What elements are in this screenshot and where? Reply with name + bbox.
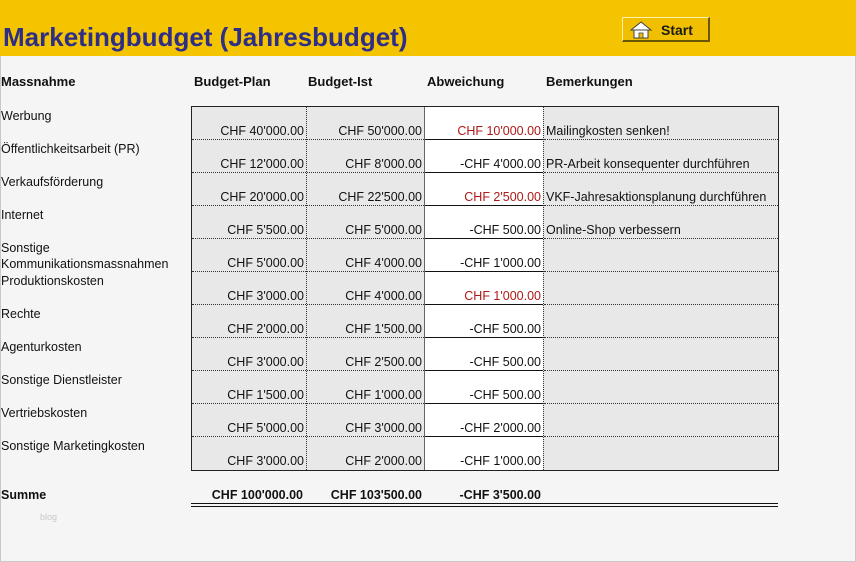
cell-budget-ist[interactable]: CHF 3'000.00	[307, 404, 424, 437]
cell-abweichung[interactable]: -CHF 1'000.00	[425, 437, 543, 470]
cell-budget-ist[interactable]: CHF 2'000.00	[345, 454, 422, 468]
row-label: Öffentlichkeitsarbeit (PR)	[1, 142, 140, 156]
header-banner	[0, 0, 856, 56]
cell-bemerkung[interactable]	[544, 305, 778, 338]
cell-bemerkung[interactable]	[544, 371, 778, 404]
cell-budget-ist[interactable]: CHF 4'000.00	[307, 272, 424, 305]
cell-abweichung[interactable]: -CHF 500.00	[425, 206, 543, 239]
cell-budget-plan[interactable]: CHF 20'000.00	[192, 173, 306, 206]
summary-budget-plan: CHF 100'000.00	[211, 488, 303, 502]
summary-label: Summe	[1, 488, 47, 502]
cell-budget-ist[interactable]: CHF 4'000.00	[307, 239, 424, 272]
summary-abweichung: -CHF 3'500.00	[459, 488, 541, 502]
cell-bemerkung[interactable]	[544, 338, 778, 371]
cell-budget-ist[interactable]: CHF 5'000.00	[307, 206, 424, 239]
cell-abweichung[interactable]: CHF 10'000.00	[425, 107, 543, 140]
summary-budget-ist: CHF 103'500.00	[330, 488, 422, 502]
cell-budget-ist[interactable]: CHF 1'000.00	[307, 371, 424, 404]
row-label: Produktionskosten	[1, 274, 104, 288]
budget-table	[191, 106, 779, 471]
cell-budget-plan[interactable]: CHF 5'500.00	[192, 206, 306, 239]
summary-underline	[191, 506, 778, 507]
cell-budget-plan[interactable]: CHF 2'000.00	[192, 305, 306, 338]
summary-underline	[191, 503, 778, 504]
row-label: Sonstige Marketingkosten	[1, 439, 145, 453]
start-button-label: Start	[661, 22, 693, 38]
cell-budget-plan[interactable]: CHF 5'000.00	[192, 239, 306, 272]
cell-budget-ist[interactable]: CHF 2'500.00	[307, 338, 424, 371]
cell-abweichung[interactable]: CHF 1'000.00	[425, 272, 543, 305]
cell-bemerkung[interactable]	[544, 437, 778, 470]
row-label: Agenturkosten	[1, 340, 82, 354]
cell-bemerkung[interactable]	[544, 404, 778, 437]
cell-bemerkung[interactable]	[544, 272, 778, 305]
cell-budget-plan[interactable]: CHF 5'000.00	[192, 404, 306, 437]
column-header-budget-plan: Budget-Plan	[194, 74, 271, 89]
row-label: Vertriebskosten	[1, 406, 88, 420]
row-label: Sonstige Dienstleister	[1, 373, 122, 387]
page-title: Marketingbudget (Jahresbudget)	[3, 22, 408, 52]
cell-abweichung[interactable]: -CHF 4'000.00	[425, 140, 543, 173]
cell-budget-plan[interactable]: CHF 3'000.00	[192, 338, 306, 371]
row-label: Werbung	[1, 109, 52, 123]
column-header-bemerkungen: Bemerkungen	[546, 74, 633, 89]
column-header-massnahme: Massnahme	[1, 74, 76, 89]
cell-bemerkung[interactable]	[544, 239, 778, 272]
home-icon	[629, 21, 653, 39]
row-label: Rechte	[1, 307, 41, 321]
cell-bemerkung[interactable]: Mailingkosten senken!	[544, 107, 778, 140]
cell-budget-ist[interactable]: CHF 8'000.00	[307, 140, 424, 173]
cell-abweichung[interactable]: -CHF 500.00	[425, 371, 543, 404]
cell-abweichung[interactable]: -CHF 1'000.00	[425, 239, 543, 272]
row-label: Internet	[1, 208, 44, 222]
row-label: Sonstige Kommunikationsmassnahmen	[1, 241, 169, 271]
cell-abweichung[interactable]: -CHF 2'000.00	[425, 404, 543, 437]
cell-abweichung[interactable]: -CHF 500.00	[425, 338, 543, 371]
cell-bemerkung[interactable]: PR-Arbeit konsequenter durchführen	[544, 140, 778, 173]
cell-budget-plan[interactable]: CHF 1'500.00	[192, 371, 306, 404]
cell-bemerkung[interactable]: VKF-Jahresaktionsplanung durchführen	[544, 173, 778, 206]
cell-budget-plan[interactable]: CHF 40'000.00	[192, 107, 306, 140]
cell-budget-ist[interactable]: CHF 22'500.00	[307, 173, 424, 206]
cell-budget-plan[interactable]: CHF 3'000.00	[192, 272, 306, 305]
cell-budget-plan[interactable]: CHF 3'000.00	[227, 454, 304, 468]
cell-abweichung[interactable]: -CHF 500.00	[425, 305, 543, 338]
column-header-budget-ist: Budget-Ist	[308, 74, 373, 89]
cell-abweichung[interactable]: CHF 2'500.00	[425, 173, 543, 206]
cell-budget-plan[interactable]: CHF 12'000.00	[192, 140, 306, 173]
row-label: Verkaufsförderung	[1, 175, 104, 189]
cell-budget-ist[interactable]: CHF 50'000.00	[307, 107, 424, 140]
cell-bemerkung[interactable]: Online-Shop verbessern	[544, 206, 778, 239]
column-header-abweichung: Abweichung	[427, 74, 505, 89]
cell-budget-ist[interactable]: CHF 1'500.00	[307, 305, 424, 338]
start-button[interactable]	[622, 17, 710, 42]
watermark: blog	[40, 512, 58, 522]
